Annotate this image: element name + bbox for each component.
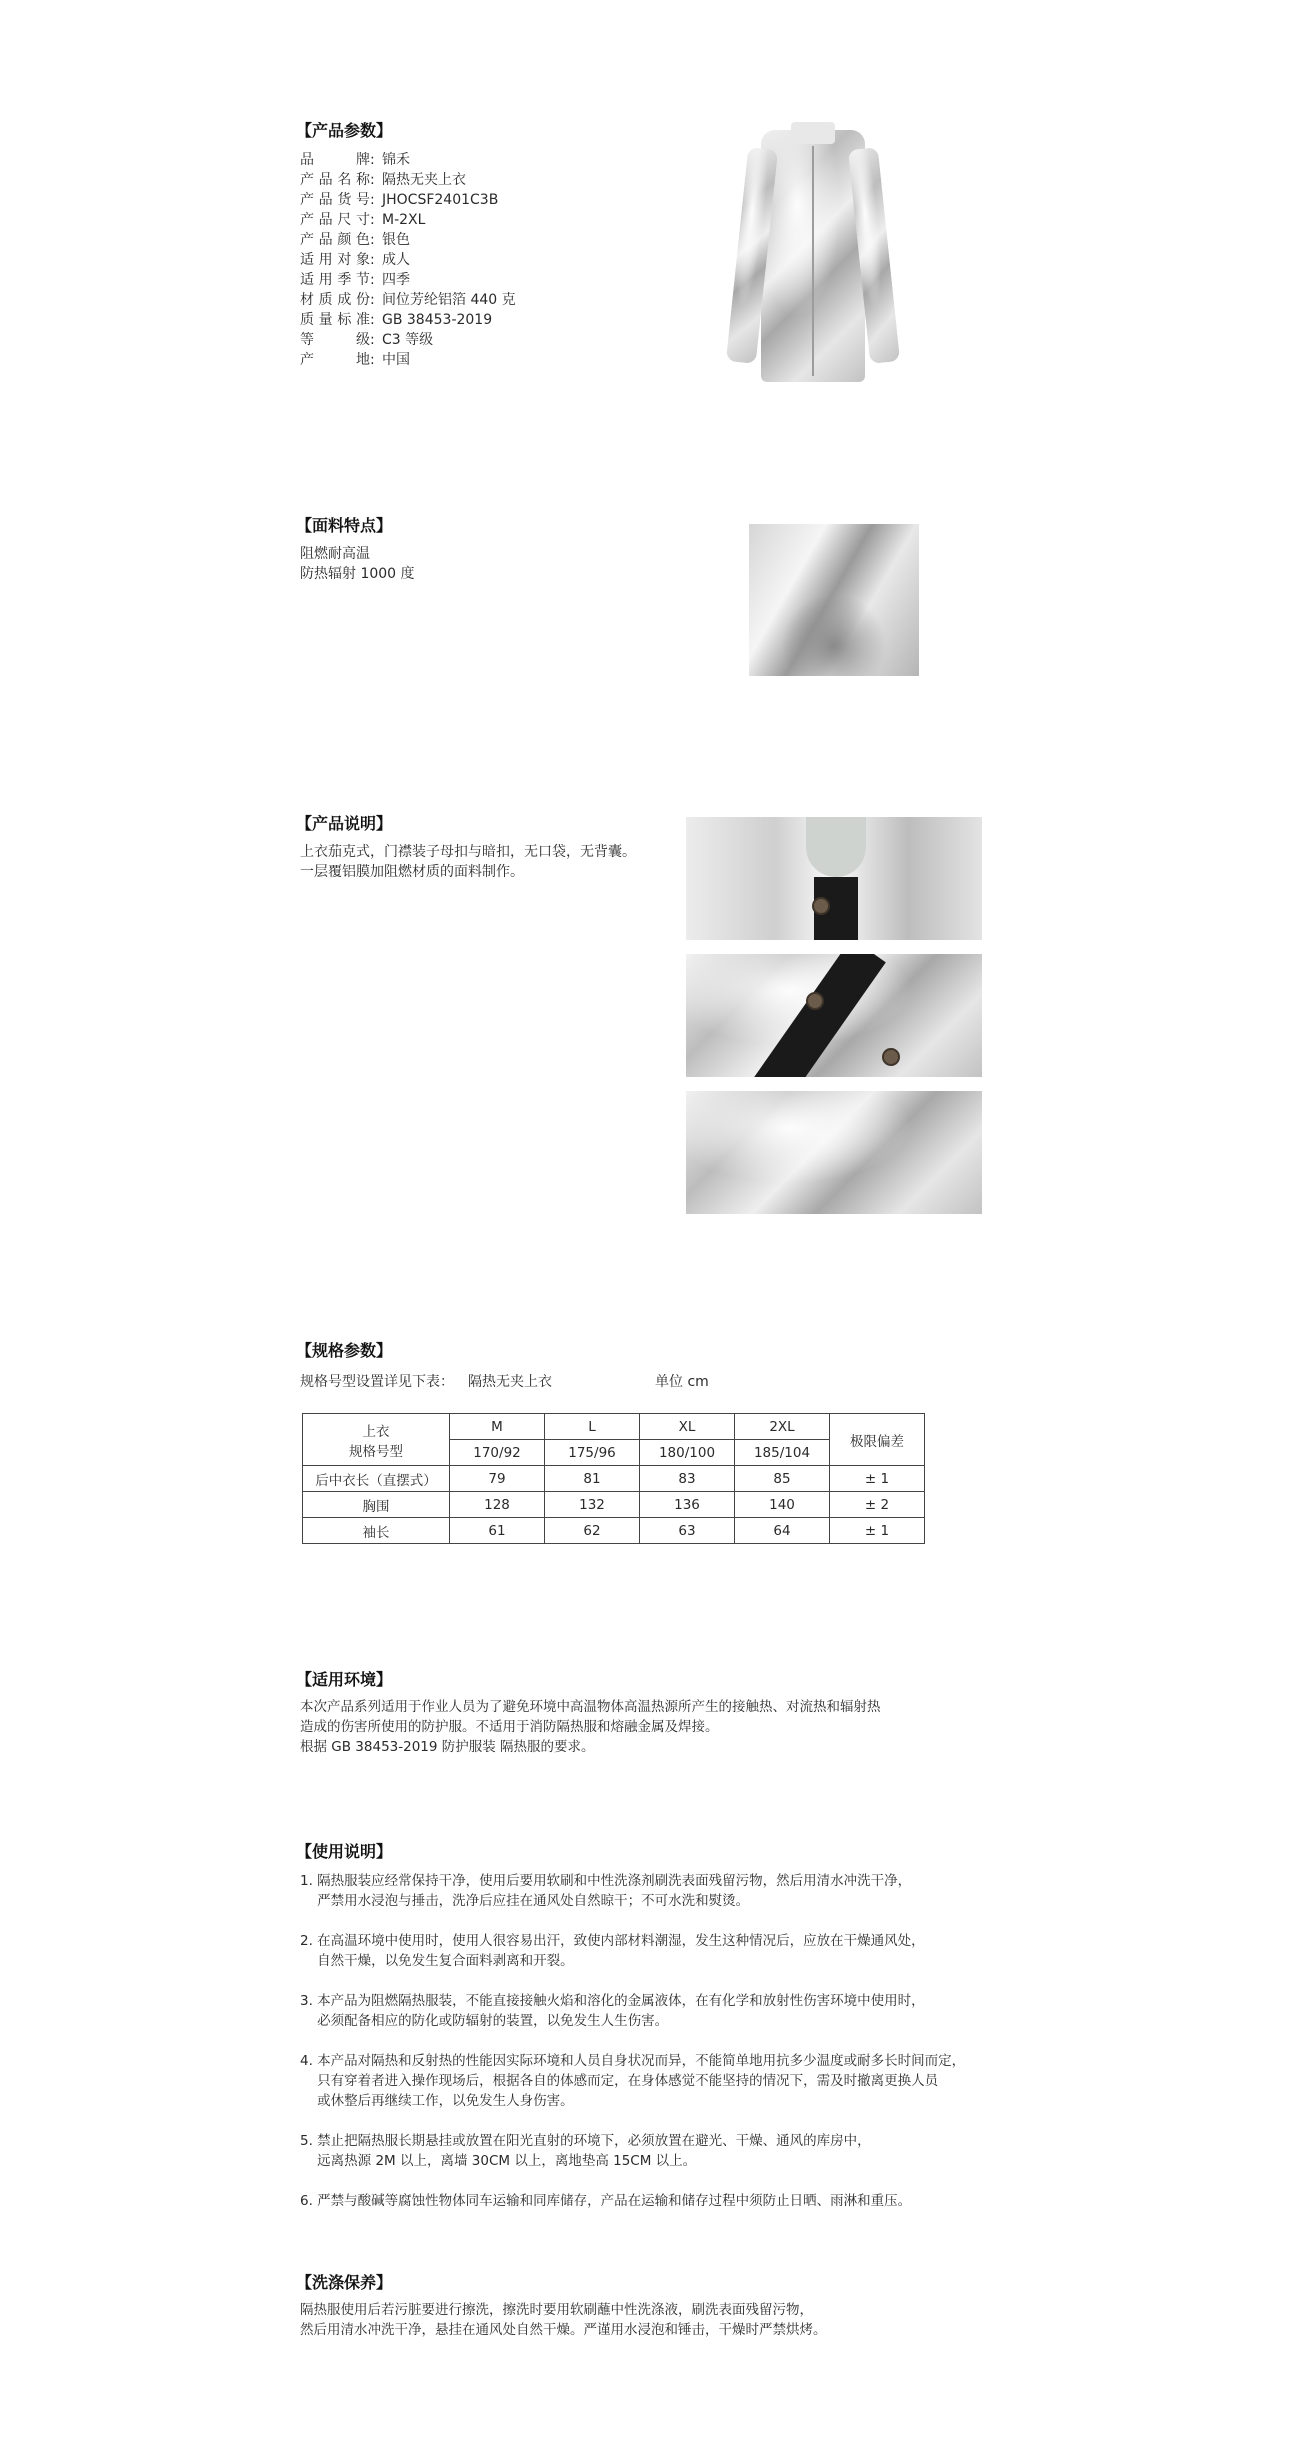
param-key: 适用对象 xyxy=(300,252,370,268)
header-cell: 规格号型 xyxy=(303,1440,450,1466)
placket-detail-image xyxy=(686,954,982,1077)
table-cell: 胸围 xyxy=(303,1492,450,1518)
spec-unit: 单位 cm xyxy=(655,1374,709,1390)
list-item xyxy=(300,1871,965,1911)
fabric-swatch-image xyxy=(749,524,919,676)
table-cell: 132 xyxy=(545,1492,640,1518)
table-cell: 128 xyxy=(450,1492,545,1518)
param-row-name: 产品名称 : 隔热无夹上衣 xyxy=(300,172,466,188)
usage-line: 或休整后再继续工作，以免发生人身伤害。 xyxy=(300,2093,574,2109)
usage-line: 3. 本产品为阻燃隔热服装，不能直接接触火焰和溶化的金属液体，在有化学和放射性伤害环境中使用时， xyxy=(300,1993,925,2009)
care-line: 然后用清水冲洗干净，悬挂在通风处自然干燥。严谨用水浸泡和锤击，干燥时严禁烘烤。 xyxy=(300,2322,827,2338)
param-key: 材质成份 xyxy=(300,292,370,308)
param-key: 产品尺寸 xyxy=(300,212,370,228)
usage-instructions xyxy=(300,1871,965,2231)
usage-line: 6. 严禁与酸碱等腐蚀性物体同车运输和同库储存，产品在运输和储存过程中须防止日晒、雨淋和重压。 xyxy=(300,2193,912,2209)
section-title-fabric: 【面料特点】 xyxy=(296,516,393,535)
table-cell: ± 1 xyxy=(830,1518,925,1544)
list-item xyxy=(300,1991,965,2031)
fabric-features xyxy=(300,544,415,584)
table-cell: 62 xyxy=(545,1518,640,1544)
environment-line: 造成的伤害所使用的防护服。不适用于消防隔热服和熔融金属及焊接。 xyxy=(300,1719,719,1735)
header-cell: 170/92 xyxy=(450,1440,545,1466)
usage-line: 只有穿着者进入操作现场后，根据各自的体感而定，在身体感觉不能坚持的情况下，需及时撤离更换人员 xyxy=(300,2073,939,2089)
description-line: 一层覆铝膜加阻燃材质的面料制作。 xyxy=(300,864,524,880)
param-key: 等级 xyxy=(300,332,370,348)
table-cell: 81 xyxy=(545,1466,640,1492)
care-text xyxy=(300,2300,827,2340)
table-cell: 136 xyxy=(640,1492,735,1518)
header-cell: 180/100 xyxy=(640,1440,735,1466)
table-row xyxy=(303,1518,925,1544)
param-key: 产品货号 xyxy=(300,192,370,208)
table-cell: 61 xyxy=(450,1518,545,1544)
section-title-usage: 【使用说明】 xyxy=(296,1842,393,1861)
usage-line: 远离热源 2M 以上，离墙 30CM 以上，离地垫高 15CM 以上。 xyxy=(300,2153,697,2169)
param-row-target: 适用对象 : 成人 xyxy=(300,252,410,268)
header-cell: M xyxy=(450,1414,545,1440)
param-value: GB 38453-2019 xyxy=(382,312,493,328)
param-row-season: 适用季节 : 四季 xyxy=(300,272,410,288)
header-cell: L xyxy=(545,1414,640,1440)
param-key: 适用季节 xyxy=(300,272,370,288)
header-cell: XL xyxy=(640,1414,735,1440)
section-title-environment: 【适用环境】 xyxy=(296,1670,393,1689)
param-value: 间位芳纶铝箔 440 克 xyxy=(382,292,516,308)
usage-line: 5. 禁止把隔热服长期悬挂或放置在阳光直射的环境下，必须放置在避光、干燥、通风的库房中， xyxy=(300,2133,871,2149)
param-key: 产地 xyxy=(300,352,370,368)
list-item xyxy=(300,2131,965,2171)
header-cell: 185/104 xyxy=(735,1440,830,1466)
collar-detail-image xyxy=(686,817,982,940)
param-row-grade: 等级 : C3 等级 xyxy=(300,332,434,348)
param-value: 成人 xyxy=(382,252,410,268)
table-cell: 85 xyxy=(735,1466,830,1492)
environment-text xyxy=(300,1697,881,1757)
param-value: 锦禾 xyxy=(382,152,410,168)
table-row xyxy=(303,1466,925,1492)
fabric-line: 防热辐射 1000 度 xyxy=(300,566,415,582)
section-title-care: 【洗涤保养】 xyxy=(296,2273,393,2292)
usage-line: 自然干燥，以免发生复合面料剥离和开裂。 xyxy=(300,1953,574,1969)
jacket-product-image xyxy=(733,118,893,388)
usage-line: 4. 本产品对隔热和反射热的性能因实际环境和人员自身状况而异，不能简单地用抗多少温度或耐多长时间而定， xyxy=(300,2053,966,2069)
fabric-line: 阻燃耐高温 xyxy=(300,546,370,562)
table-cell: 140 xyxy=(735,1492,830,1518)
description-text xyxy=(300,842,636,882)
section-title-product-params: 【产品参数】 xyxy=(296,121,393,140)
param-key: 产品名称 xyxy=(300,172,370,188)
description-line: 上衣茄克式，门襟装子母扣与暗扣，无口袋，无背囊。 xyxy=(300,844,636,860)
list-item xyxy=(300,2191,965,2211)
table-cell: 后中衣长（直摆式） xyxy=(303,1466,450,1492)
param-value: M-2XL xyxy=(382,212,426,228)
header-cell: 2XL xyxy=(735,1414,830,1440)
size-spec-table xyxy=(302,1413,925,1544)
header-cell: 极限偏差 xyxy=(830,1414,925,1466)
table-cell: 63 xyxy=(640,1518,735,1544)
table-cell: 袖长 xyxy=(303,1518,450,1544)
table-cell: 79 xyxy=(450,1466,545,1492)
usage-line: 必须配备相应的防化或防辐射的装置，以免发生人生伤害。 xyxy=(300,2013,669,2029)
param-row-size: 产品尺寸 : M-2XL xyxy=(300,212,426,228)
header-cell: 上衣 xyxy=(303,1414,450,1440)
table-row xyxy=(303,1492,925,1518)
table-cell: ± 1 xyxy=(830,1466,925,1492)
param-row-sku: 产品货号 : JHOCSF2401C3B xyxy=(300,192,499,208)
table-header-row xyxy=(303,1414,925,1440)
param-key: 产品颜色 xyxy=(300,232,370,248)
table-cell: 83 xyxy=(640,1466,735,1492)
spec-product-name: 隔热无夹上衣 xyxy=(468,1374,552,1390)
param-value: 隔热无夹上衣 xyxy=(382,172,466,188)
section-title-spec: 【规格参数】 xyxy=(296,1341,393,1360)
param-row-standard: 质量标准 : GB 38453-2019 xyxy=(300,312,493,328)
table-cell: ± 2 xyxy=(830,1492,925,1518)
param-key: 品牌 xyxy=(300,152,370,168)
list-item xyxy=(300,2051,965,2111)
param-row-color: 产品颜色 : 银色 xyxy=(300,232,410,248)
param-value: 中国 xyxy=(382,352,410,368)
section-title-description: 【产品说明】 xyxy=(296,814,393,833)
environment-line: 根据 GB 38453-2019 防护服装 隔热服的要求。 xyxy=(300,1739,595,1755)
usage-line: 严禁用水浸泡与捶击，洗净后应挂在通风处自然晾干；不可水洗和熨烫。 xyxy=(300,1893,750,1909)
sleeve-detail-image xyxy=(686,1091,982,1214)
usage-line: 1. 隔热服装应经常保持干净，使用后要用软刷和中性洗涤剂刷洗表面残留污物，然后用清水冲洗干净， xyxy=(300,1873,912,1889)
product-params-list xyxy=(300,150,516,370)
spec-intro: 规格号型设置详见下表： xyxy=(300,1374,454,1390)
param-value: C3 等级 xyxy=(382,332,434,348)
param-row-brand: 品牌 : 锦禾 xyxy=(300,152,410,168)
usage-line: 2. 在高温环境中使用时，使用人很容易出汗，致使内部材料潮湿，发生这种情况后，应放在干燥通风处， xyxy=(300,1933,925,1949)
care-line: 隔热服使用后若污脏要进行擦洗，擦洗时要用软刷蘸中性洗涤液，刷洗表面残留污物， xyxy=(300,2302,813,2318)
param-row-material: 材质成份 : 间位芳纶铝箔 440 克 xyxy=(300,292,516,308)
param-value: 四季 xyxy=(382,272,410,288)
param-value: JHOCSF2401C3B xyxy=(382,192,499,208)
table-cell: 64 xyxy=(735,1518,830,1544)
param-value: 银色 xyxy=(382,232,410,248)
header-cell: 175/96 xyxy=(545,1440,640,1466)
environment-line: 本次产品系列适用于作业人员为了避免环境中高温物体高温热源所产生的接触热、对流热和辐射热 xyxy=(300,1699,881,1715)
param-key: 质量标准 xyxy=(300,312,370,328)
param-row-origin: 产地 : 中国 xyxy=(300,352,410,368)
list-item xyxy=(300,1931,965,1971)
